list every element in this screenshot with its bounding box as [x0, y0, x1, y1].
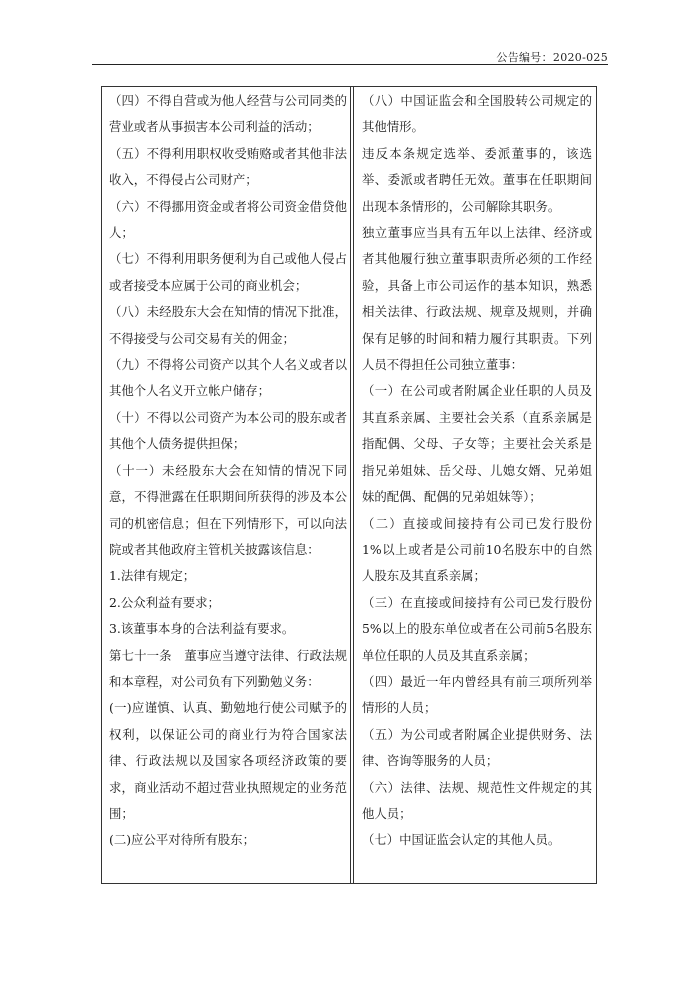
- right-paragraph: （二）直接或间接持有公司已发行股份1%以上或者是公司前10名股东中的自然人股东及其直系亲属；: [362, 515, 592, 584]
- left-paragraph: (一)应谨慎、认真、勤勉地行使公司赋予的权利，以保证公司的商业行为符合国家法律、行政法规以及国家各项经济政策的要求，商业活动不超过营业执照规定的业务范围；: [109, 700, 347, 821]
- article-71-heading: 第七十一条 董事应当遵守法律、行政法规和本章程，对公司负有下列勤勉义务：: [109, 647, 347, 689]
- announcement-number: 公告编号：2020-025: [496, 51, 608, 64]
- left-paragraph: （九）不得将公司资产以其个人名义或者以其他个人名义开立帐户储存；: [109, 357, 347, 399]
- right-paragraph: （八）中国证监会和全国股转公司规定的其他情形。: [362, 93, 592, 135]
- right-paragraph: 违反本条规定选举、委派董事的，该选举、委派或者聘任无效。董事在任职期间出现本条情形的，公司解除其职务。: [362, 145, 592, 214]
- articles-table: [101, 86, 597, 884]
- right-paragraph: （一）在公司或者附属企业任职的人员及其直系亲属、主要社会关系（直系亲属是指配偶、父母、子女等；主要社会关系是指兄弟姐妹、岳父母、儿媳女婿、兄弟姐妹的配偶、配偶的兄弟姐妹等）；: [362, 383, 592, 505]
- left-paragraph: (二)应公平对待所有股东；: [109, 832, 255, 848]
- right-paragraph: （三）在直接或间接持有公司已发行股份5%以上的股东单位或者在公司前5名股东单位任职的人员及其直系亲属；: [362, 594, 592, 663]
- right-paragraph: （七）中国证监会认定的其他人员。: [362, 832, 561, 848]
- left-paragraph: （十）不得以公司资产为本公司的股东或者其他个人债务提供担保；: [109, 409, 347, 452]
- left-paragraph: （五）不得利用职权收受贿赂或者其他非法收入，不得侵占公司财产；: [109, 145, 347, 188]
- left-paragraph: （四）不得自营或为他人经营与公司同类的营业或者从事损害本公司利益的活动；: [109, 93, 347, 135]
- left-paragraph: 1.法律有规定；: [109, 568, 196, 584]
- left-paragraph: （七）不得利用职务便利为自己或他人侵占或者接受本应属于公司的商业机会；: [109, 251, 347, 293]
- right-paragraph: （五）为公司或者附属企业提供财务、法律、咨询等服务的人员；: [362, 726, 592, 769]
- right-paragraph: 独立董事应当具有五年以上法律、经济或者其他履行独立董事职责所必须的工作经验，具备上市公司运作的基本知识，熟悉相关法律、行政法规、规章及规则，并确保有足够的时间和精力履行其职责。下列人员不得担任公司独立董事：: [362, 225, 592, 373]
- right-column: [362, 88, 592, 854]
- left-paragraph: （八）未经股东大会在知情的情况下批准，不得接受与公司交易有关的佣金；: [109, 304, 347, 346]
- left-paragraph: 3.该董事本身的合法利益有要求。: [109, 621, 295, 637]
- left-column: [109, 88, 347, 854]
- column-divider: [350, 87, 354, 883]
- header-rule: [92, 64, 608, 65]
- left-paragraph: （六）不得挪用资金或者将公司资金借贷他人；: [109, 198, 347, 241]
- right-paragraph: （六）法律、法规、规范性文件规定的其他人员；: [362, 779, 592, 821]
- left-paragraph: 2.公众利益有要求；: [109, 594, 220, 610]
- left-paragraph: （十一）未经股东大会在知情的情况下同意，不得泄露在任职期间所获得的涉及本公司的机密信息；但在下列情形下，可以向法院或者其他政府主管机关披露该信息：: [109, 462, 347, 557]
- right-paragraph: （四）最近一年内曾经具有前三项所列举情形的人员；: [362, 673, 592, 716]
